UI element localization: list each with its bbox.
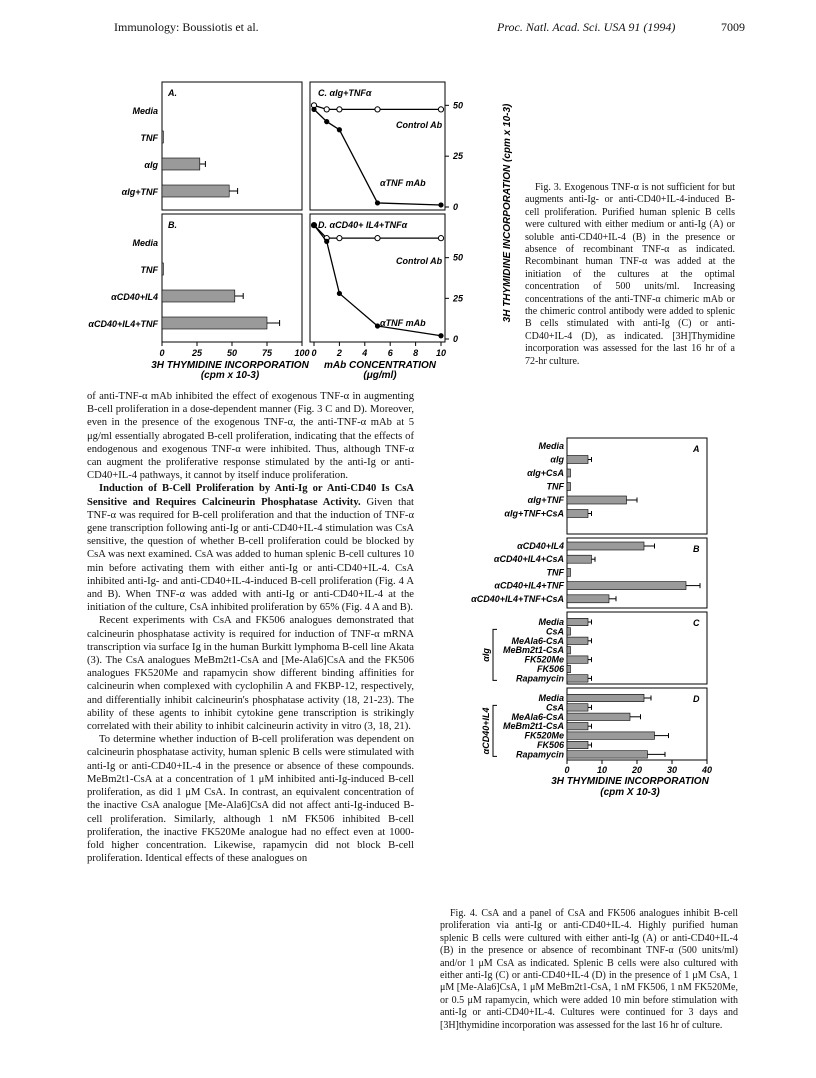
fig4-tick-label: 30 (666, 765, 678, 775)
fig4-bar (567, 637, 588, 644)
fig3-conc-tick-label: 0 (311, 348, 317, 358)
fig4-panel-label: B (693, 544, 700, 554)
fig3-bar-tick-label: 100 (294, 348, 310, 358)
fig3-conc-tick-label: 2 (336, 348, 342, 358)
fig3-bar-tick-label: 25 (191, 348, 203, 358)
fig3-row-label: TNF (140, 265, 158, 275)
figure-3 (88, 78, 520, 381)
fig4-side-label: αCD40+IL4 (481, 707, 491, 755)
fig3-point-control (337, 107, 342, 112)
body-paragraph-2: Given that TNF-α was required for B-cell proliferation and that the induction of TNF-α gene transcription following anti-Ig or anti-CD40+IL-4 stimulation was CsA sensitive, the question of whether B-cell proliferation could be blocked by CsA was next examined. CsA was added to human splenic B-cell cultures 10 min before activating them with either anti-Ig or anti-CD40+IL-4. CsA inhibited anti-Ig- and anti-CD40+IL-4-induced B-cell proliferation (Fig. 4 A and B). When TNF-α was added with anti-Ig or anti-CD40+IL-4 at the initiation of the culture, CsA inhibited proliferation by 65% (Fig. 4 A and B). (87, 496, 414, 614)
fig3-ylabel-right: 3H THYMIDINE INCORPORATION (cpm x 10-3) (502, 103, 513, 323)
fig4-row-label: αCD40+IL4+TNF (494, 580, 564, 591)
fig4-panel-label: D (693, 694, 700, 704)
fig4-row-label: MeAla6-CsA (511, 635, 564, 646)
fig4-bar (567, 595, 609, 603)
fig3-bar-tick-label: 50 (226, 348, 238, 358)
fig3-control-label: Control Ab (396, 256, 443, 266)
fig3-point-mab (337, 127, 342, 132)
section-heading: Induction of B-Cell Proliferation by Anti-Ig or Anti-CD40 Is CsA Sensitive and Requires Calcineurin Phosphatase Activity. (87, 483, 414, 508)
running-head-left: Immunology: Boussiotis et al. (114, 20, 259, 34)
fig4-bar (567, 665, 571, 672)
fig3-point-mab (324, 239, 329, 244)
fig4-row-label: CsA (545, 626, 564, 637)
fig4-row-label: αIg+CsA (527, 468, 564, 478)
fig4-row-label: CsA (545, 702, 564, 713)
fig3-right-tick-label: 25 (453, 151, 464, 162)
fig3-point-control (375, 236, 380, 241)
fig4-bar (567, 568, 571, 576)
fig3-xlabel-conc-2: (μg/ml) (363, 370, 397, 381)
fig4-row-label: Media (538, 693, 564, 703)
fig3-point-control (375, 107, 380, 112)
fig4-panel-frame (567, 438, 707, 534)
fig4-row-label: Media (538, 617, 564, 627)
fig4-bar (567, 675, 588, 682)
page-number: 7009 (721, 20, 745, 34)
body-paragraph-3: Recent experiments with CsA and FK506 analogues demonstrated that calcineurin phosphatase activity is required for induction of TNF-α mRNA transcription via surface Ig in the human Burkitt lymphoma B-cell line Akata (3). The CsA analogues MeBm2t1-CsA and [Me-Ala6]CsA and the FK506 analogues FK520Me and rapamycin show different binding affinities for calcineurin when complexed with cyclophilin A and FKBP-12, respectively, and differentially inhibit calcineurin's phosphatase activity (18, 21-23). The ability of these agents to inhibit cytokine gene transcription is strikingly correlated with their ability to inhibit calcineurin activity in vitro (3, 18, 21). (87, 615, 414, 733)
fig4-xlabel-1: 3H THYMIDINE INCORPORATION (551, 776, 709, 787)
body-column-left (87, 390, 414, 865)
fig4-bar (567, 469, 571, 477)
fig3-bar (162, 131, 163, 143)
fig3-panel-a-label: A. (168, 88, 177, 98)
fig3-panel-d-label: D. αCD40+ IL4+TNFα (318, 220, 408, 230)
fig3-point-mab (311, 107, 316, 112)
fig3-row-label: αCD40+IL4+TNF (88, 319, 158, 329)
fig3-right-tick-label: 0 (453, 334, 459, 344)
fig3-row-label: TNF (140, 133, 158, 143)
fig4-row-label: αIg (550, 454, 564, 465)
fig4-side-label: αIg (481, 648, 491, 662)
fig3-bar-tick-label: 75 (261, 348, 273, 358)
fig4-bracket (493, 705, 497, 756)
body-paragraph-1: of anti-TNF-α mAb inhibited the effect of exogenous TNF-α in augmenting B-cell proliferation in a dose-dependent manner (Fig. 3 C and D). Moreover, even in the presence of the exogenous TNF-α, the anti-TNF-α mAb at 5 μg/ml essentially abrogated B-cell proliferation, indicating that the effects of endogenous and exogenous TNF-α were inhibited. Thus, although TNF-α can augment the proliferative response stimulated by the anti-Ig or anti-CD40+IL-4 pathways, it cannot by itself induce proliferation. (87, 391, 414, 482)
fig4-bar (567, 704, 588, 711)
fig3-mab-label: αTNF mAb (380, 318, 426, 328)
fig4-row-label: TNF (546, 481, 564, 492)
fig3-point-control (324, 107, 329, 112)
fig4-tick-label: 10 (596, 765, 608, 775)
fig3-bar-tick-label: 0 (159, 348, 165, 358)
fig4-row-label: FK506 (536, 664, 564, 674)
fig3-conc-tick-label: 6 (387, 348, 393, 358)
fig4-caption: Fig. 4. CsA and a panel of CsA and FK506 analogues inhibit B-cell proliferation via anti-Ig or anti-CD40+IL-4. Highly purified human splenic B cells were cultured with either anti-Ig (A) or anti-CD40+IL-4 (B) in the presence or absence of recombinant TNF-α (500 units/ml) and/or 1 μM CsA as indicated. Splenic B cells were also cultured with either anti-Ig (C) or anti-CD40+IL-4 (D) in the presence of 1 μM CsA, 1 μM [Me-Ala6]CsA, 1 μM MeBm2t1-CsA, 1 nM FK506, 1 nM FK520Me, or 0.5 μM rapamycin, which were added 10 min before stimulation with anti-Ig or anti-CD40+IL-4. Cultures were continued for 3 days and [3H]thymidine incorporation was assessed for the last 16 hr of culture. (440, 908, 738, 1031)
fig3-right-tick-label: 0 (453, 202, 459, 212)
fig4-row-label: TNF (546, 567, 564, 578)
fig4-bar (567, 751, 648, 758)
fig3-panel-c-frame (310, 82, 445, 210)
fig4-bar (567, 647, 571, 654)
fig4-row-label: αIg+TNF (527, 495, 564, 505)
fig4-row-label: αCD40+IL4 (517, 541, 564, 551)
fig3-right-tick-label: 50 (453, 252, 464, 263)
fig4-bar (567, 555, 592, 563)
fig3-row-label: Media (132, 106, 158, 116)
fig4-bar (567, 510, 588, 518)
fig3-row-label: Media (132, 238, 158, 248)
fig4-row-label: MeAla6-CsA (511, 711, 564, 722)
fig4-tick-label: 40 (701, 765, 713, 775)
fig3-bar (162, 290, 235, 302)
fig4-panel-label: C (693, 618, 700, 628)
fig4-row-label: Media (538, 441, 564, 451)
fig3-conc-tick-label: 10 (435, 348, 447, 358)
body-paragraph-4: To determine whether induction of B-cell proliferation was dependent on calcineurin phosphatase activity, human splenic B cells were stimulated with anti-Ig or anti-CD40+IL-4 in the presence or absence of these compounds. MeBm2t1-CsA at a concentration of 1 μM inhibited anti-Ig-induced B-cell proliferation, as did 1 μM CsA. In contrast, an equivalent concentration of the inactive CsA analogue [Me-Ala6]CsA did not affect anti-Ig-induced B-cell proliferation. Similarly, although 1 nM FK506 inhibited B-cell proliferation, the inactive FK520Me analogue had no effect even at 1000-fold higher concentration. Likewise, rapamycin did not block B-cell proliferation. Identical effects of these analogues on (87, 734, 414, 865)
fig3-mab-label: αTNF mAb (380, 178, 426, 188)
fig4-tick-label: 0 (564, 765, 570, 775)
fig4-bar (567, 723, 588, 730)
fig3-point-mab (438, 202, 443, 207)
fig3-bar (162, 158, 200, 170)
fig4-bracket (493, 629, 497, 680)
fig3-panel-b-label: B. (168, 220, 177, 230)
fig3-bar (162, 317, 267, 329)
fig3-bar (162, 263, 163, 275)
fig3-right-tick-label: 25 (453, 293, 464, 304)
fig4-bar (567, 618, 588, 625)
fig4-bar (567, 741, 588, 748)
fig3-caption: Fig. 3. Exogenous TNF-α is not sufficient for but augments anti-Ig- or anti-CD40+IL-4-induced B-cell proliferation. Purified human splenic B cells were cultured with either medium or anti-Ig (A) or soluble anti-CD40+IL-4 (B) in the presence or absence of recombinant TNF-α as indicated. Recombinant human TNF-α was added at the initiation of the cultures at the optimal concentration of 500 units/ml. Increasing concentrations of the anti-TNF-α chimeric mAb or the chimeric control antibody were added to splenic B cells stimulated with anti-Ig (C) or anti-CD40+IL-4 (D), as indicated. [3H]Thymidine incorporation was assessed for the last 16 hr of a 72-hr culture. (525, 182, 735, 367)
fig4-bar (567, 656, 588, 663)
fig4-row-label: αCD40+IL4+TNF+CsA (471, 593, 564, 604)
fig4-row-label: αCD40+IL4+CsA (493, 554, 564, 565)
fig4-xlabel-2: (cpm X 10-3) (600, 787, 660, 798)
fig4-bar (567, 542, 644, 550)
fig3-xlabel-bars-2: (cpm x 10-3) (200, 370, 260, 381)
fig4-bar (567, 483, 571, 491)
fig3-point-mab (438, 333, 443, 338)
fig3-right-tick-label: 50 (453, 100, 464, 111)
fig3-point-mab (324, 119, 329, 124)
fig3-point-mab (337, 291, 342, 296)
fig4-row-label: FK520Me (524, 730, 564, 741)
fig4-bar (567, 694, 644, 701)
fig4-row-label: Rapamycin (515, 673, 564, 684)
fig4-row-label: FK506 (536, 740, 564, 750)
fig3-row-label: αIg (144, 160, 158, 170)
fig4-row-label: Rapamycin (515, 749, 564, 760)
fig4-tick-label: 20 (631, 765, 643, 775)
fig3-conc-tick-label: 8 (413, 348, 419, 358)
fig4-bar (567, 628, 571, 635)
fig3-point-control (337, 236, 342, 241)
fig4-panel-label: A (693, 444, 700, 454)
fig4-row-label: αIg+TNF+CsA (504, 508, 564, 519)
fig3-conc-tick-label: 4 (362, 348, 368, 358)
fig4-bar (567, 713, 630, 720)
fig3-row-label: αCD40+IL4 (111, 292, 158, 302)
fig3-panel-c-label: C. αIg+TNFα (318, 88, 372, 98)
fig4-row-label: FK520Me (524, 654, 564, 665)
running-head-right: Proc. Natl. Acad. Sci. USA 91 (1994) (497, 20, 676, 34)
fig4-bar (567, 732, 655, 739)
fig3-point-control (438, 236, 443, 241)
fig3-control-label: Control Ab (396, 120, 443, 130)
fig3-point-mab (375, 200, 380, 205)
fig3-point-mab (311, 223, 316, 228)
fig3-xlabel-bars-1: 3H THYMIDINE INCORPORATION (151, 360, 309, 371)
fig4-bar (567, 582, 686, 590)
figure-4 (462, 438, 752, 798)
fig4-row-label: MeBm2t1-CsA (502, 721, 564, 732)
fig3-point-control (438, 107, 443, 112)
fig3-xlabel-conc-1: mAb CONCENTRATION (323, 360, 437, 371)
fig3-row-label: αIg+TNF (121, 187, 158, 197)
fig4-row-label: MeBm2t1-CsA (502, 645, 564, 656)
fig3-bar (162, 185, 229, 197)
fig4-bar (567, 496, 627, 504)
fig4-bar (567, 456, 588, 464)
